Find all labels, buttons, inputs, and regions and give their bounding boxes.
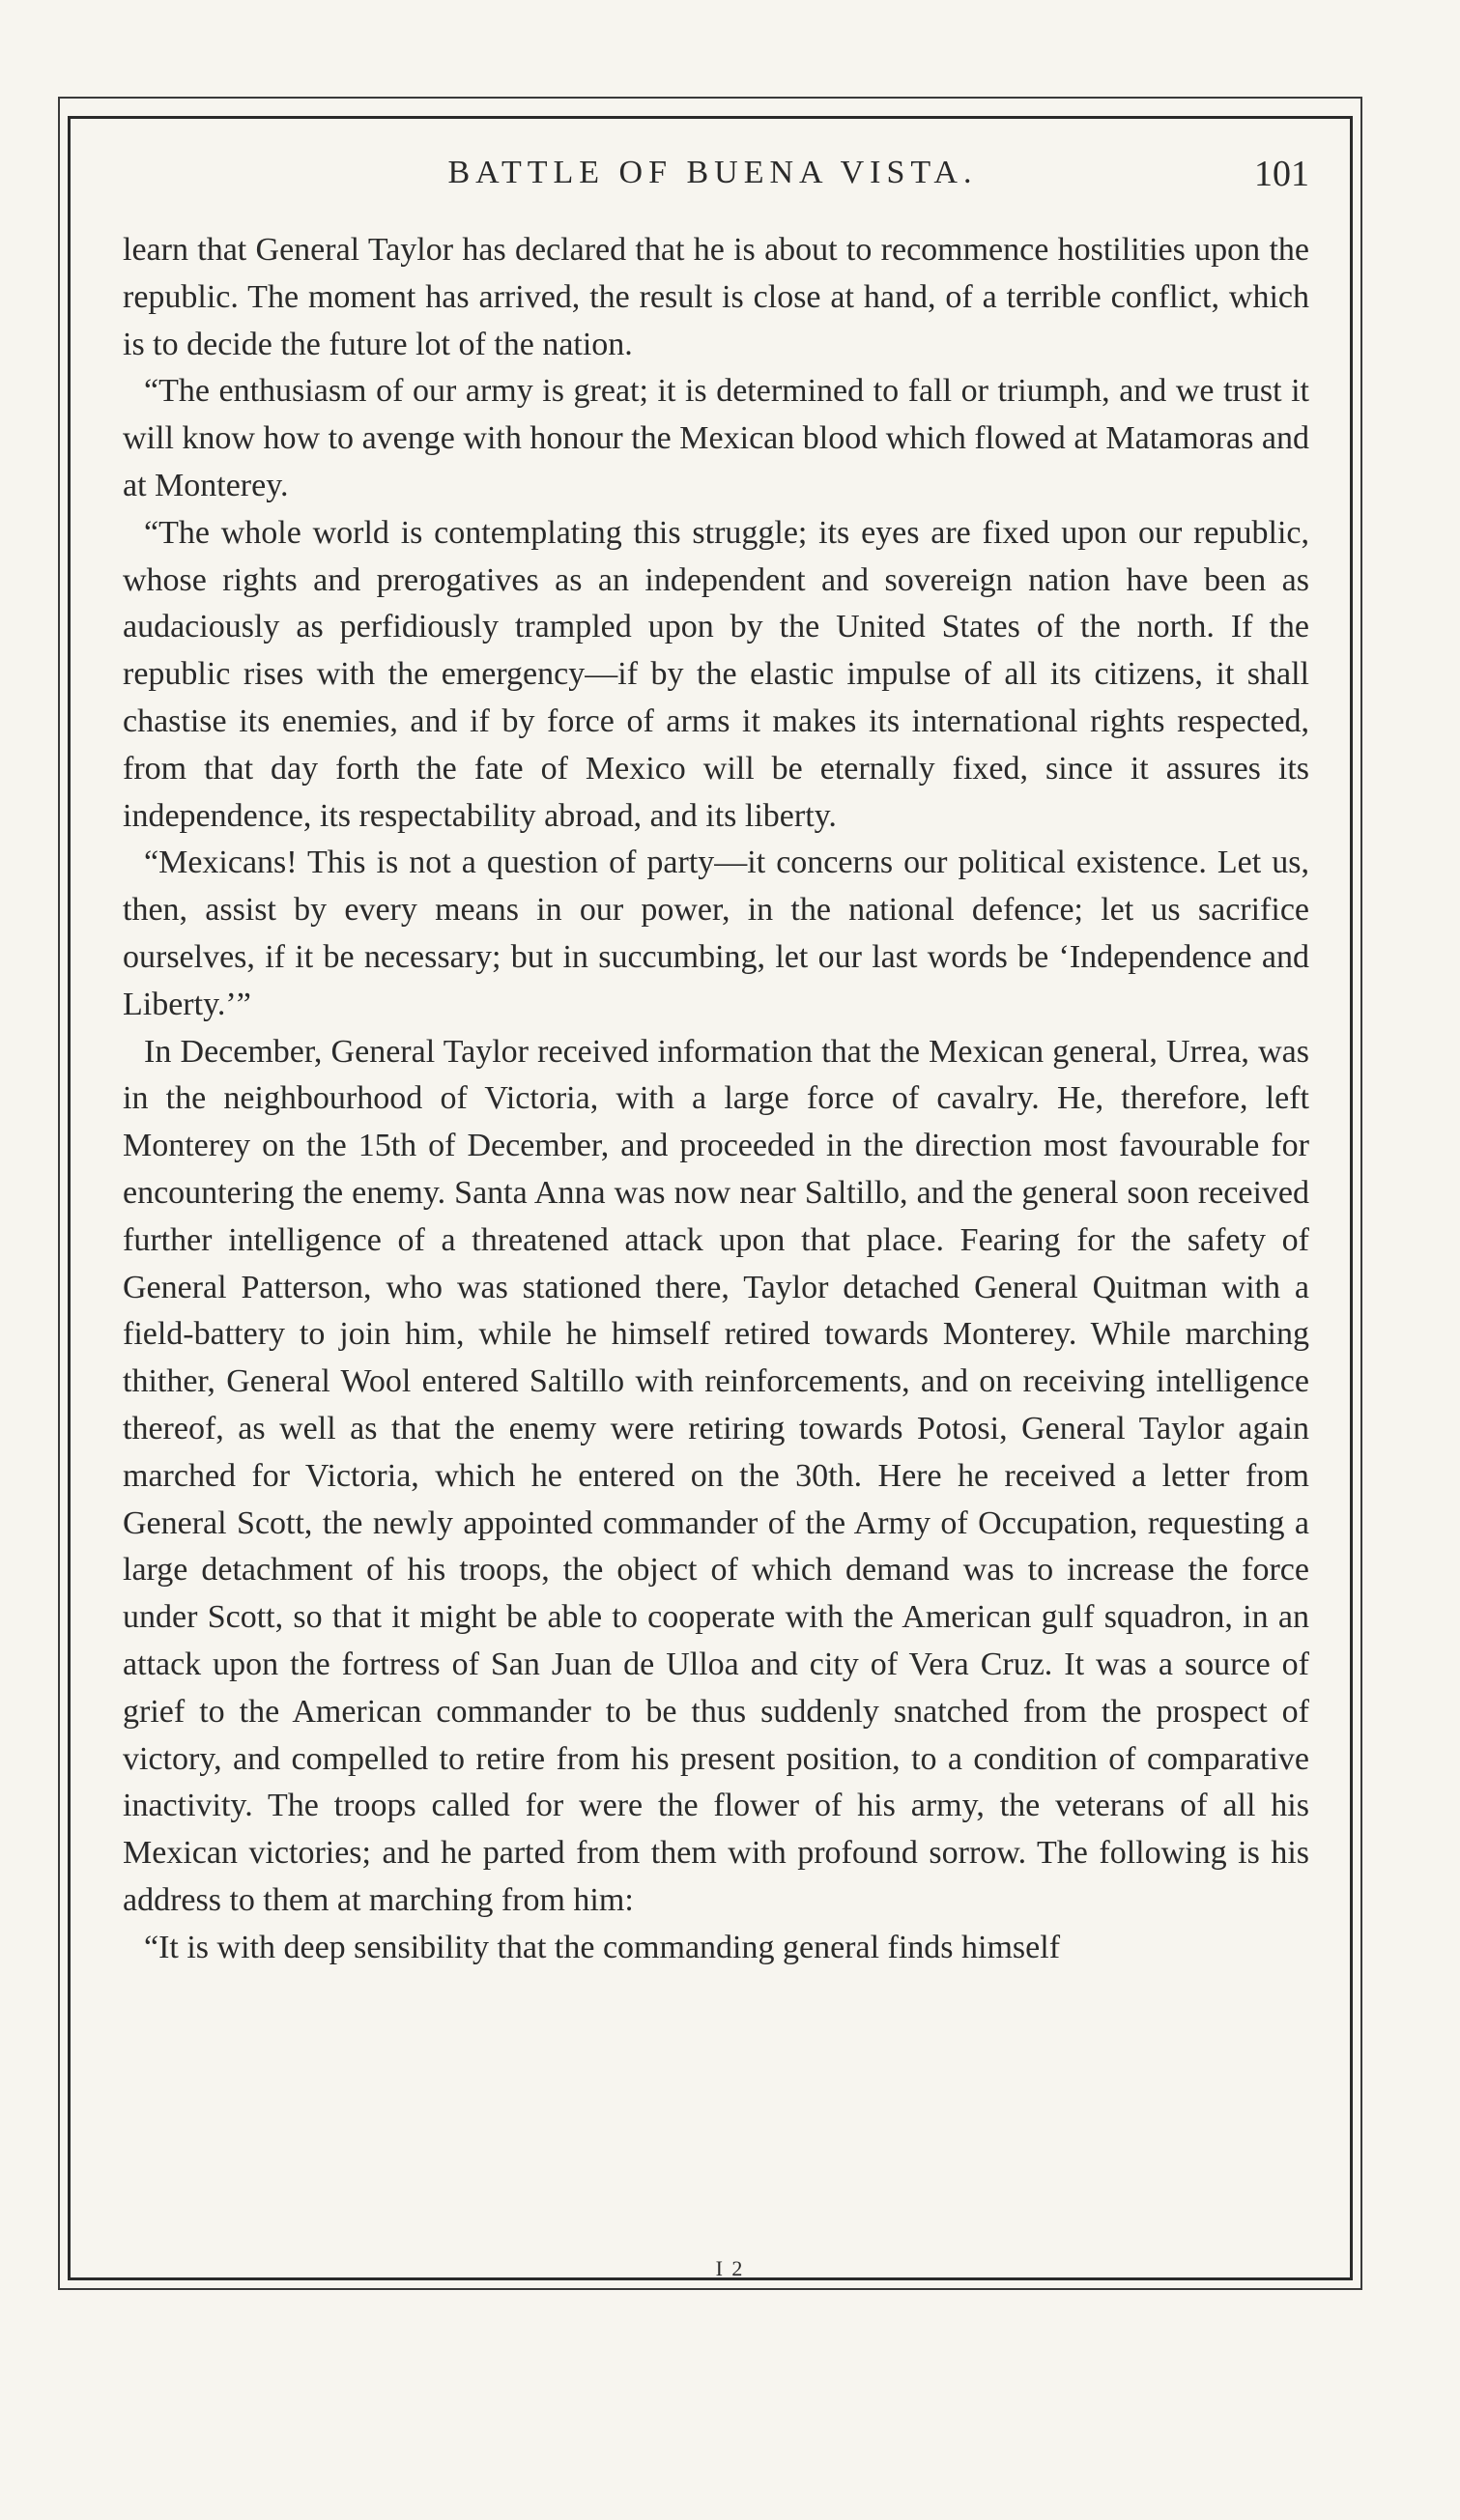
paragraph: “It is with deep sensibility that the commanding general finds himself: [144, 1929, 1061, 1965]
page-header: [116, 145, 1309, 203]
signature-mark: I 2: [715, 2256, 745, 2280]
running-head: BATTLE OF BUENA VISTA.: [447, 155, 978, 190]
body-text: [123, 227, 1309, 1971]
paragraph: In December, General Taylor received information that the Mexican general, Urrea, was in the neighbourhood of Victoria, with a large force of cavalry. He, therefore, left Monterey on the 15th of December, and proceeded in the direction most favourable for encountering the enemy. Santa Anna was now near Saltillo, and the general soon received further intelligence of a threatened attack upon that place. Fearing for the safety of General Patterson, who was stationed there, Taylor detached General Quitman with a field-battery to join him, while he himself retired towards Monterey. While marching thither, General Wool entered Saltillo with reinforcements, and on receiving intelligence thereof, as well as that the enemy were retiring towards Potosi, General Taylor again marched for Victoria, which he entered on the 30th. Here he received a letter from General Scott, the newly appointed commander of the Army of Occupation, requesting a large detachment of his troops, the object of which demand was to increase the force under Scott, so that it might be able to cooperate with the American gulf squadron, in an attack upon the fortress of San Juan de Ulloa and city of Vera Cruz. It was a source of grief to the American commander to be thus suddenly snatched from the prospect of victory, and compelled to retire from his present position, to a condition of comparative inactivity. The troops called for were the flower of his army, the veterans of all his Mexican victories; and he parted from them with profound sorrow. The following is his address to them at marching from him:: [123, 1033, 1309, 1918]
page-number: 101: [1254, 154, 1309, 194]
paragraph: learn that General Taylor has declared that he is about to recommence hostilities upon the republic. The moment has arrived, the result is close at hand, of a terrible conflict, which is to decide the future lot of the nation.: [123, 232, 1309, 362]
paragraph: “Mexicans! This is not a question of party—it concerns our political existence. Let us, then, assist by every means in our power, in the national defence; let us sacrifice ourselves, if it be necessary; but in succumbing, let our last words be ‘Independence and Liberty.’”: [123, 845, 1309, 1022]
paragraph: “The enthusiasm of our army is great; it is determined to fall or triumph, and we trust it will know how to avenge with honour the Mexican blood which flowed at Matamoras and at Monterey.: [123, 373, 1309, 503]
paragraph: “The whole world is contemplating this struggle; its eyes are fixed upon our republic, whose rights and prerogatives as an independent and sovereign nation have been as audaciously as perfidiously trampled upon by the United States of the north. If the republic rises with the emergency—if by the elastic impulse of all its citizens, it shall chastise its enemies, and if by force of arms it makes its international rights respected, from that day forth the fate of Mexico will be eternally fixed, since it assures its independence, its respectability abroad, and its liberty.: [123, 514, 1309, 834]
